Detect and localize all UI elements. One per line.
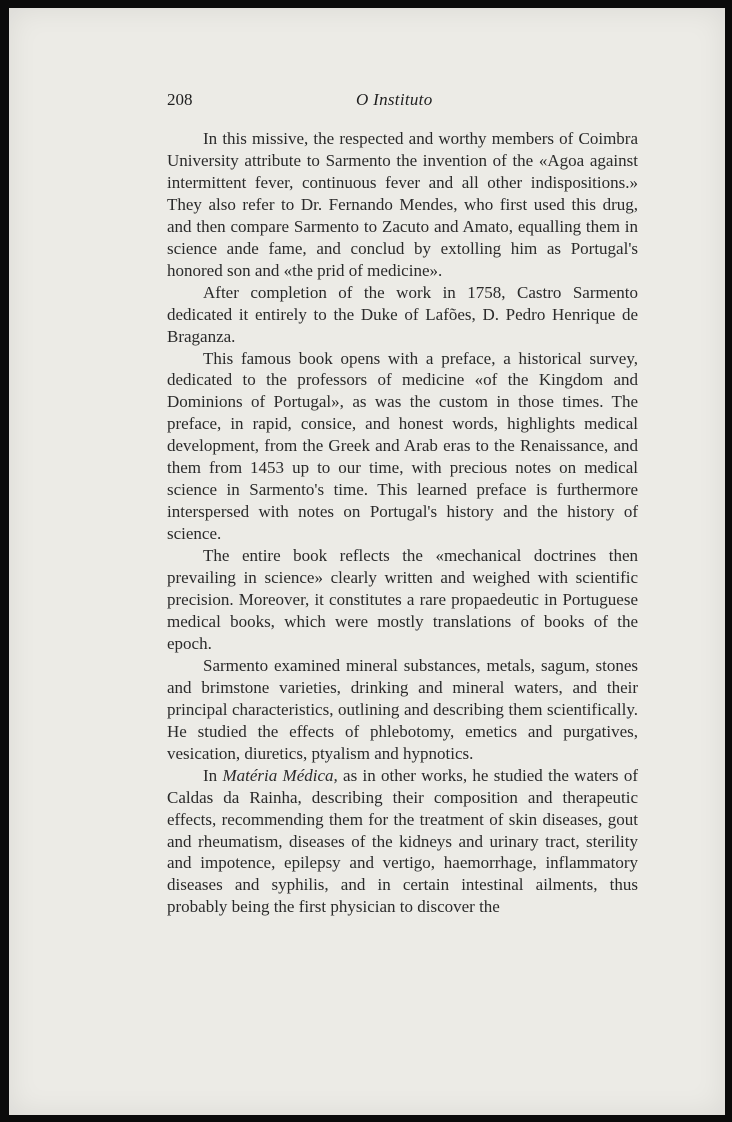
paragraph-dedication: After completion of the work in 1758, Castro Sarmento dedicated it entirely to the Duke of Lafões, D. Pedro Henrique de Braganza.: [167, 282, 638, 346]
paragraph-mechanical-doctrines: The entire book reflects the «mechanical doctrines then prevailing in science» clearly written and weighed with scientific precision. Moreover, it constitutes a rare propaedeutic in Portuguese medical books, which were mostly translations of books of the epoch.: [167, 546, 638, 653]
body-text: [167, 128, 638, 918]
paragraph-continuation: as in other works, he studied the waters of Caldas da Rainha, describing their composition and therapeutic effects, recommending them for the treatment of skin diseases, gout and rheumatism, diseases of the kidneys and urinary tract, sterility and impotence, epilepsy and vertigo, haemorrhage, inflammatory diseases and syphilis, and in certain intestinal ailments, thus probably being the first physician to discover the: [167, 765, 638, 917]
paragraph-preface: This famous book opens with a preface, a historical survey, dedicated to the professors of medicine «of the Kingdom and Dominions of Portugal», as was the custom in those times. The preface, in rapid, consice, and honest words, highlights medical development, from the Greek and Arab eras to the Renaissance, and them from 1453 up to our time, with precious notes on medical science in Sarmento's time. This learned preface is furthermore interspersed with notes on Portugal's history and the history of science.: [167, 348, 638, 544]
paragraph-mineral-substances: Sarmento examined mineral substances, metals, sagum, stones and brimstone varieties, drinking and mineral waters, and their principal characteristics, outlining and describing them scientifically. He studied the effects of phlebotomy, emetics and purgatives, vesication, diuretics, ptyalism and hypnotics.: [167, 655, 638, 763]
book-title-materia-medica: Matéria Médica,: [222, 765, 338, 785]
paragraph-missive: In this missive, the respected and worthy members of Coimbra University attribute to Sarmento the invention of the «Agoa against intermittent fever, continuous fever and all other indispositions.» They also refer to Dr. Fernando Mendes, who first used this drug, and then compare Sarmento to Zacuto and Amato, equalling them in science ande fame, and conclud by extolling him as Portugal's honored son and «the prid of medicine».: [167, 129, 638, 280]
paragraph-materia-medica: [167, 765, 638, 919]
journal-title: O Instituto: [356, 90, 433, 109]
page-number: 208: [167, 90, 193, 109]
paragraph-prefix: In: [203, 765, 223, 785]
